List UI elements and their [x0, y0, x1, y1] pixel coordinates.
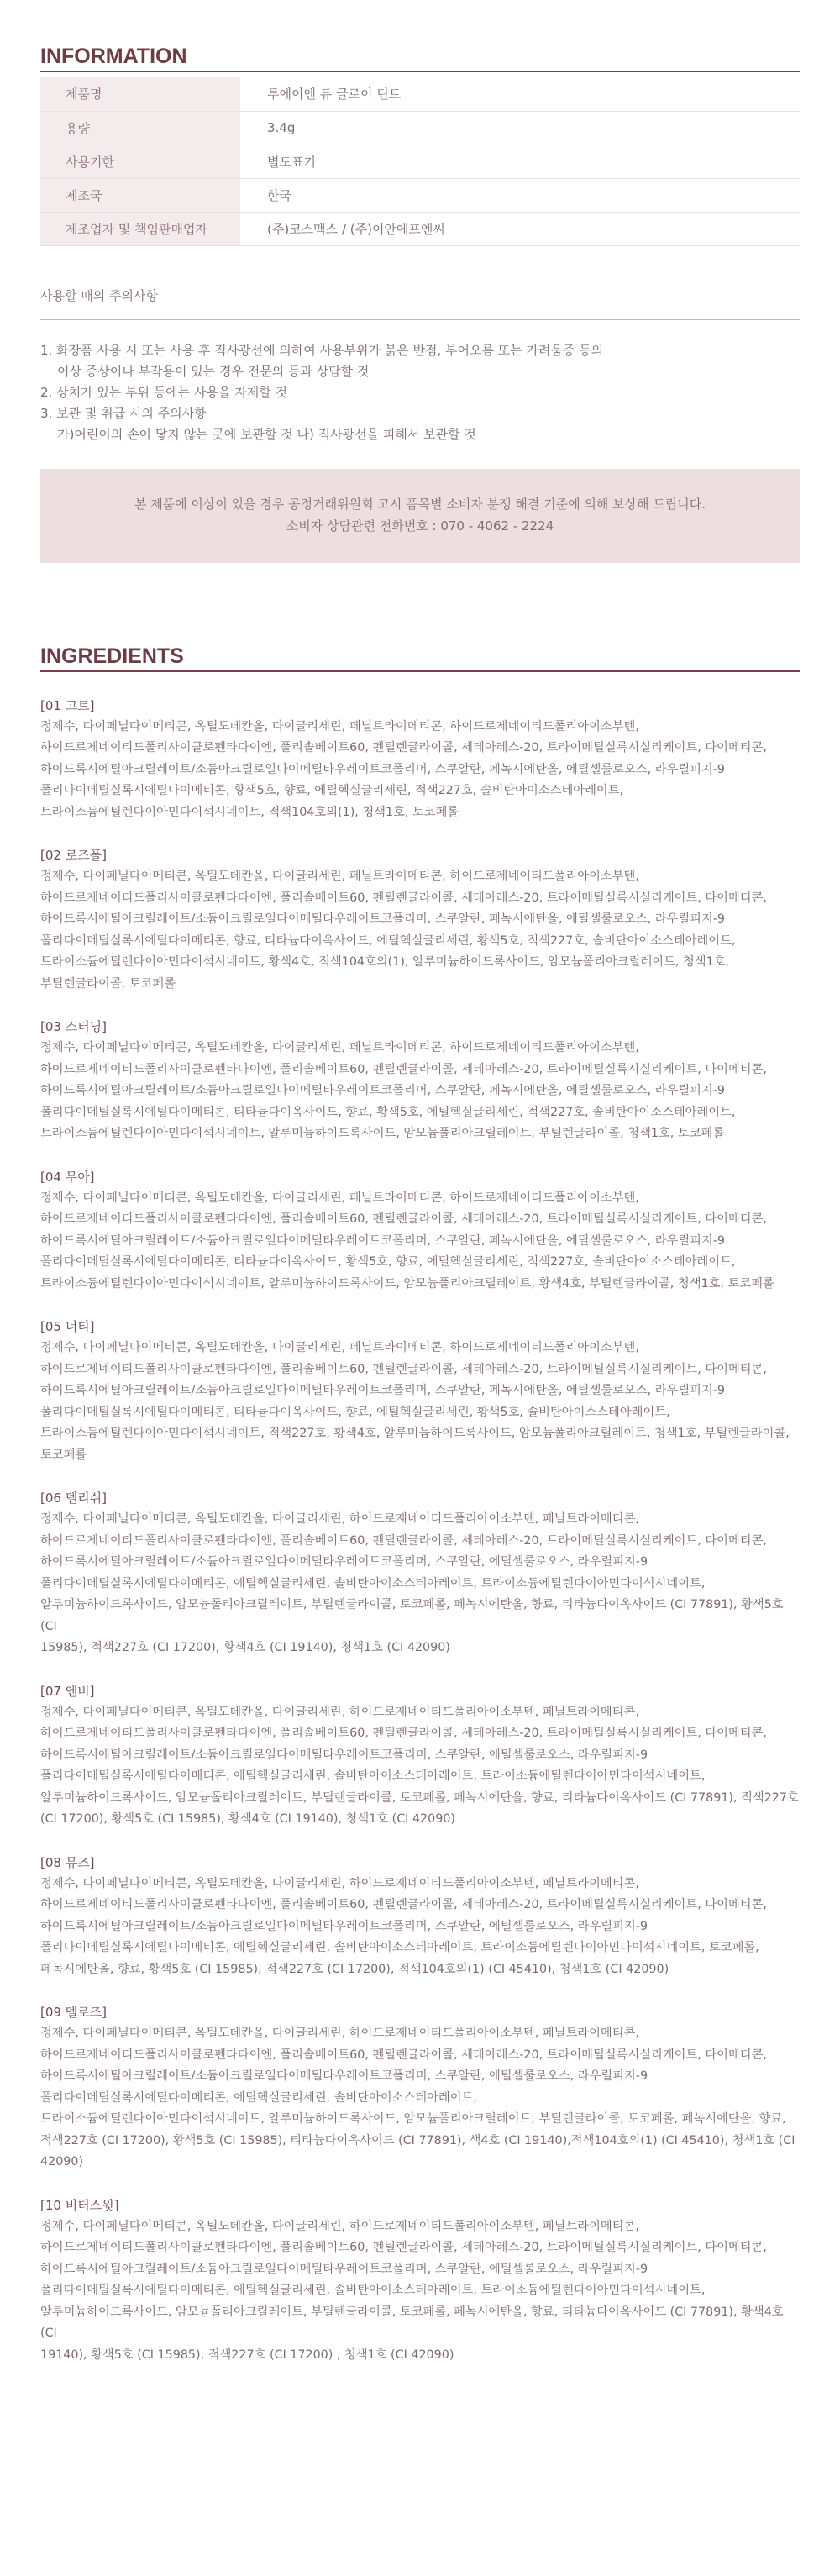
ingredient-line: 정제수, 다이페닐다이메티콘, 옥틸도데칸올, 다이글리세린, 페닐트라이메티콘, 하이드로제네이티드폴리아이소부텐, [40, 1191, 639, 1205]
ingredient-line: 정제수, 다이페닐다이메티콘, 옥틸도데칸올, 다이글리세린, 페닐트라이메티콘, 하이드로제네이티드폴리아이소부텐, [40, 1041, 639, 1054]
ingredient-line: 하이드로제네이티드폴리사이클로펜타다이엔, 폴리솔베이트60, 펜틸렌글라이콜, 세테아레스-20, 트라이메틸실록시실리케이트, 다이메티콘, [40, 2241, 767, 2254]
ingredient-line: 정제수, 다이페닐다이메티콘, 옥틸도데칸올, 다이글리세린, 페닐트라이메티콘, 하이드로제네이티드폴리아이소부텐, [40, 719, 639, 733]
caution-line: 1. 화장품 사용 시 또는 사용 후 직사광선에 의하여 사용부위가 붉은 반점, 부어오름 또는 가려움증 등의 [40, 342, 604, 358]
ingredient-line: 하이드록시에틸아크릴레이트/소듐아크릴로일다이메틸타우레이트코폴리머, 스쿠알란, 에틸셀룰로오스, 라우릴피지-9 [40, 2262, 648, 2276]
shade-name: [05 너티] [40, 1319, 95, 1334]
shade-ingredient-text [40, 866, 800, 995]
ingredient-line: 폴리다이메틸실록시에틸다이메티콘, 향료, 티타늄다이옥사이드, 에틸헥실글리세린, 황색5호, 적색227호, 솔비탄아이소스테아레이트, [40, 933, 736, 948]
ingredient-line: 알루미늄하이드록사이드, 암모늄폴리아크릴레이트, 부틸렌글라이콜, 토코페롤, 페녹시에탄올, 향료, 티타늄다이옥사이드 (CI 77891), 적색227호 [40, 1790, 799, 1805]
ingredient-line: 부틸렌글라이콜, 토코페롤 [40, 976, 176, 991]
ingredient-line: 정제수, 다이페닐다이메티콘, 옥틸도데칸올, 다이글리세린, 페닐트라이메티콘, 하이드로제네이티드폴리아이소부텐, [40, 870, 639, 883]
ingredient-line: 토코페롤 [40, 1448, 87, 1462]
shade-ingredients [40, 1488, 800, 1659]
ingredient-line: 정제수, 다이페닐다이메티콘, 옥틸도데칸올, 다이글리세린, 하이드로제네이티드폴리아이소부텐, 페닐트라이메티콘, [40, 2219, 639, 2233]
ingredient-line: 하이드로제네이티드폴리사이클로펜타다이엔, 폴리솔베이트60, 펜틸렌글라이콜, 세테아레스-20, 트라이메틸실록시실리케이트, 다이메티콘, [40, 1898, 767, 1911]
information-table [40, 77, 800, 246]
info-row-expiry [40, 145, 800, 178]
ingredient-line: 폴리다이메틸실록시에틸다이메티콘, 티타늄다이옥사이드, 황색5호, 향료, 에틸헥실글리세린, 적색227호, 솔비탄아이소스테아레이트, [40, 1255, 736, 1269]
information-heading: INFORMATION [40, 44, 800, 72]
shade-name: [06 델리쉬] [40, 1490, 108, 1506]
ingredient-line: 적색227호 (CI 17200), 황색5호 (CI 15985), 티타늄다이옥사이드 (CI 77891), 색4호 (CI 19140),적색104호의(1) (CI 45410), 청색1호 (CI [40, 2133, 795, 2148]
shade-ingredients [40, 1017, 800, 1145]
info-row-country [40, 178, 800, 212]
ingredient-line: 트라이소듐에틸렌다이아민다이석시네이트, 알루미늄하이드록사이드, 암모늄폴리아크릴레이트, 부틸렌글라이콜, 토코페롤, 페녹시에탄올, 향료, [40, 2112, 786, 2126]
info-value: 투에이엔 듀 글로이 틴트 [240, 77, 800, 111]
info-label: 용량 [40, 111, 240, 145]
info-row-product-name [40, 77, 800, 111]
ingredient-line: 19140), 황색5호 (CI 15985), 적색227호 (CI 17200) , 청색1호 (CI 42090) [40, 2347, 454, 2362]
shade-ingredients [40, 1317, 800, 1466]
info-label: 제조국 [40, 178, 240, 212]
ingredient-line: 폴리다이메틸실록시에틸다이메티콘, 황색5호, 향료, 에틸헥실글리세린, 적색227호, 솔비탄아이소스테아레이트, [40, 784, 624, 797]
info-value: 3.4g [240, 111, 800, 145]
compensation-notice [40, 469, 800, 563]
notice-line: 본 제품에 이상이 있을 경우 공정거래위원회 고시 품목별 소비자 분쟁 해결 기준에 의해 보상해 드립니다. [134, 496, 706, 512]
ingredient-line: 하이드록시에틸아크릴레이트/소듐아크릴로일다이메틸타우레이트코폴리머, 스쿠알란, 에틸셀룰로오스, 라우릴피지-9 [40, 1919, 648, 1933]
info-value: 한국 [240, 178, 800, 212]
ingredient-line: 폴리다이메틸실록시에틸다이메티콘, 에틸헥실글리세린, 솔비탄아이소스테아레이트, 트라이소듐에틸렌다이아민다이석시네이트, 토코페롤, [40, 1941, 759, 1954]
ingredient-line: 폴리다이메틸실록시에틸다이메티콘, 티타늄다이옥사이드, 향료, 황색5호, 에틸헥실글리세린, 적색227호, 솔비탄아이소스테아레이트, [40, 1105, 736, 1119]
ingredient-line: 트라이소듐에틸렌다이아민다이석시네이트, 적색227호, 황색4호, 알루미늄하이드록사이드, 암모늄폴리아크릴레이트, 청색1호, 부틸렌글라이콜, [40, 1427, 790, 1440]
ingredient-line: 폴리다이메틸실록시에틸다이메티콘, 에틸헥실글리세린, 솔비탄아이소스테아레이트, [40, 2090, 477, 2105]
shade-ingredient-text [40, 1188, 800, 1296]
ingredient-line: 폴리다이메틸실록시에틸다이메티콘, 에틸헥실글리세린, 솔비탄아이소스테아레이트, 트라이소듐에틸렌다이아민다이석시네이트, [40, 1769, 706, 1783]
shade-ingredients [40, 2195, 800, 2367]
ingredient-line: 트라이소듐에틸렌다이아민다이석시네이트, 알루미늄하이드록사이드, 암모늄폴리아크릴레이트, 부틸렌글라이콜, 청색1호, 토코페롤 [40, 1127, 725, 1140]
ingredient-line: 페녹시에탄올, 향료, 황색5호 (CI 15985), 적색227호 (CI 17200), 적색104호의(1) (CI 45410), 청색1호 (CI 42090) [40, 1962, 669, 1976]
shade-ingredient-text [40, 1038, 800, 1145]
caution-line: 3. 보관 및 취급 시의 주의사항 [40, 405, 207, 421]
info-label: 사용기한 [40, 145, 240, 178]
ingredient-line: 하이드록시에틸아크릴레이트/소듐아크릴로일다이메틸타우레이트코폴리머, 스쿠알란, 에틸셀룰로오스, 라우릴피지-9 [40, 1555, 648, 1569]
shade-ingredient-text [40, 1702, 800, 1831]
ingredient-line: 트라이소듐에틸렌다이아민다이석시네이트, 황색4호, 적색104호의(1), 알루미늄하이드록사이드, 암모늄폴리아크릴레이트, 청색1호, [40, 955, 730, 969]
notice-line: 소비자 상담관련 전화번호 : 070 - 4062 - 2224 [286, 518, 554, 534]
ingredient-line: 하이드록시에틸아크릴레이트/소듐아크릴로일다이메틸타우레이트코폴리머, 스쿠알란, 페녹시에탄올, 에틸셀룰로오스, 라우릴피지-9 [40, 1384, 726, 1397]
info-label: 제조업자 및 책임판매업자 [40, 212, 240, 245]
info-value: 별도표기 [240, 145, 800, 178]
ingredient-line: 42090) [40, 2155, 84, 2169]
shade-ingredient-text [40, 1509, 800, 1659]
ingredient-line: 하이드록시에틸아크릴레이트/소듐아크릴로일다이메틸타우레이트코폴리머, 스쿠알란, 페녹시에탄올, 에틸셀룰로오스, 라우릴피지-9 [40, 762, 726, 776]
shade-name: [03 스터닝] [40, 1019, 108, 1034]
ingredient-line: 하이드로제네이티드폴리사이클로펜타다이엔, 폴리솔베이트60, 펜틸렌글라이콜, 세테아레스-20, 트라이메틸실록시실리케이트, 다이메티콘, [40, 891, 767, 905]
shade-name: [07 엔비] [40, 1683, 95, 1699]
ingredients-heading: INGREDIENTS [40, 644, 800, 672]
ingredient-line: 정제수, 다이페닐다이메티콘, 옥틸도데칸올, 다이글리세린, 하이드로제네이티드폴리아이소부텐, 페닐트라이메티콘, [40, 1876, 639, 1890]
ingredient-line: 하이드로제네이티드폴리사이클로펜타다이엔, 폴리솔베이트60, 펜틸렌글라이콜, 세테아레스-20, 트라이메틸실록시실리케이트, 다이메티콘, [40, 1727, 767, 1740]
product-detail [40, 0, 800, 2366]
shade-ingredient-text [40, 717, 800, 824]
shade-ingredient-text [40, 2216, 800, 2367]
shade-name: [10 비터스윗] [40, 2197, 119, 2213]
ingredient-line: 트라이소듐에틸렌다이아민다이석시네이트, 알루미늄하이드록사이드, 암모늄폴리아크릴레이트, 황색4호, 부틸렌글라이콜, 청색1호, 토코페롤 [40, 1276, 774, 1291]
shade-ingredients [40, 2002, 800, 2174]
caution-line: 2. 상처가 있는 부위 등에는 사용을 자제할 것 [40, 384, 288, 400]
ingredient-line: 정제수, 다이페닐다이메티콘, 옥틸도데칸올, 다이글리세린, 페닐트라이메티콘, 하이드로제네이티드폴리아이소부텐, [40, 1341, 639, 1354]
ingredients-list [40, 696, 800, 2367]
ingredient-line: 하이드로제네이티드폴리사이클로펜타다이엔, 폴리솔베이트60, 펜틸렌글라이콜, 세테아레스-20, 트라이메틸실록시실리케이트, 다이메티콘, [40, 1362, 767, 1376]
ingredient-line: 하이드로제네이티드폴리사이클로펜타다이엔, 폴리솔베이트60, 펜틸렌글라이콜, 세테아레스-20, 트라이메틸실록시실리케이트, 다이메티콘, [40, 1062, 767, 1076]
ingredient-line: 정제수, 다이페닐다이메티콘, 옥틸도데칸올, 다이글리세린, 하이드로제네이티드폴리아이소부텐, 페닐트라이메티콘, [40, 2027, 639, 2040]
info-label: 제품명 [40, 77, 240, 111]
ingredient-line: 알루미늄하이드록사이드, 암모늄폴리아크릴레이트, 부틸렌글라이콜, 토코페롤, 페녹시에탄올, 향료, 티타늄다이옥사이드 (CI 77891), 황색5호 (CI [40, 1598, 784, 1633]
ingredient-line: 하이드로제네이티드폴리사이클로펜타다이엔, 폴리솔베이트60, 펜틸렌글라이콜, 세테아레스-20, 트라이메틸실록시실리케이트, 다이메티콘, [40, 1212, 767, 1226]
ingredient-line: 폴리다이메틸실록시에틸다이메티콘, 티타늄다이옥사이드, 향료, 에틸헥실글리세린, 황색5호, 솔비탄아이소스테아레이트, [40, 1405, 670, 1419]
ingredient-line: 하이드로제네이티드폴리사이클로펜타다이엔, 폴리솔베이트60, 펜틸렌글라이콜, 세테아레스-20, 트라이메틸실록시실리케이트, 다이메티콘, [40, 741, 767, 754]
caution-line: 이상 증상이나 부작용이 있는 경우 전문의 등과 상담할 것 [57, 363, 370, 379]
shade-ingredients [40, 845, 800, 995]
ingredient-line: 하이드록시에틸아크릴레이트/소듐아크릴로일다이메틸타우레이트코폴리머, 스쿠알란, 페녹시에탄올, 에틸셀룰로오스, 라우릴피지-9 [40, 1233, 726, 1248]
caution-line: 가)어린이의 손이 닿지 않는 곳에 보관할 것 나) 직사광선을 피해서 보관할 것 [57, 426, 476, 442]
info-row-manufacturer [40, 212, 800, 245]
ingredient-line: 15985), 적색227호 (CI 17200), 황색4호 (CI 19140), 청색1호 (CI 42090) [40, 1641, 450, 1654]
ingredient-line: 하이드로제네이티드폴리사이클로펜타다이엔, 폴리솔베이트60, 펜틸렌글라이콜, 세테아레스-20, 트라이메틸실록시실리케이트, 다이메티콘, [40, 1533, 767, 1548]
shade-name: [09 멜로즈] [40, 2005, 108, 2020]
shade-ingredient-text [40, 1874, 800, 1981]
ingredient-line: 하이드록시에틸아크릴레이트/소듐아크릴로일다이메틸타우레이트코폴리머, 스쿠알란, 에틸셀룰로오스, 라우릴피지-9 [40, 1748, 648, 1762]
shade-name: [08 뮤즈] [40, 1854, 95, 1870]
shade-ingredient-text [40, 2023, 800, 2174]
shade-name: [02 로즈폴] [40, 848, 108, 863]
ingredient-line: 하이드로제네이티드폴리사이클로펜타다이엔, 폴리솔베이트60, 펜틸렌글라이콜, 세테아레스-20, 트라이메틸실록시실리케이트, 다이메티콘, [40, 2048, 767, 2062]
ingredient-line: 알루미늄하이드록사이드, 암모늄폴리아크릴레이트, 부틸렌글라이콜, 토코페롤, 페녹시에탄올, 향료, 티타늄다이옥사이드 (CI 77891), 황색4호 (CI [40, 2305, 784, 2340]
shade-ingredients [40, 1853, 800, 1981]
ingredient-line: 하이드록시에틸아크릴레이트/소듐아크릴로일다이메틸타우레이트코폴리머, 스쿠알란, 페녹시에탄올, 에틸셀룰로오스, 라우릴피지-9 [40, 1084, 726, 1097]
shade-ingredients [40, 696, 800, 824]
shade-name: [04 무아] [40, 1169, 95, 1185]
caution-list [40, 340, 800, 445]
info-row-volume [40, 111, 800, 145]
ingredient-line: (CI 17200), 황색5호 (CI 15985), 황색4호 (CI 19140), 청색1호 (CI 42090) [40, 1812, 456, 1826]
shade-ingredients [40, 1167, 800, 1296]
shade-ingredient-text [40, 1338, 800, 1466]
ingredient-line: 정제수, 다이페닐다이메티콘, 옥틸도데칸올, 다이글리세린, 하이드로제네이티드폴리아이소부텐, 페닐트라이메티콘, [40, 1512, 639, 1526]
caution-title: 사용할 때의 주의사항 [40, 287, 800, 320]
shade-ingredients [40, 1681, 800, 1831]
ingredient-line: 폴리다이메틸실록시에틸다이메티콘, 에틸헥실글리세린, 솔비탄아이소스테아레이트, 트라이소듐에틸렌다이아민다이석시네이트, [40, 1576, 706, 1590]
shade-name: [01 고트] [40, 697, 95, 713]
ingredient-line: 정제수, 다이페닐다이메티콘, 옥틸도데칸올, 다이글리세린, 하이드로제네이티드폴리아이소부텐, 페닐트라이메티콘, [40, 1705, 639, 1719]
ingredient-line: 트라이소듐에틸렌다이아민다이석시네이트, 적색104호의(1), 청색1호, 토코페롤 [40, 805, 459, 819]
ingredient-line: 하이드록시에틸아크릴레이트/소듐아크릴로일다이메틸타우레이트코폴리머, 스쿠알란, 에틸셀룰로오스, 라우릴피지-9 [40, 2069, 648, 2083]
ingredient-line: 폴리다이메틸실록시에틸다이메티콘, 에틸헥실글리세린, 솔비탄아이소스테아레이트, 트라이소듐에틸렌다이아민다이석시네이트, [40, 2284, 706, 2297]
ingredient-line: 하이드록시에틸아크릴레이트/소듐아크릴로일다이메틸타우레이트코폴리머, 스쿠알란, 페녹시에탄올, 에틸셀룰로오스, 라우릴피지-9 [40, 912, 726, 926]
info-value: (주)코스맥스 / (주)이안에프엔씨 [240, 212, 800, 245]
